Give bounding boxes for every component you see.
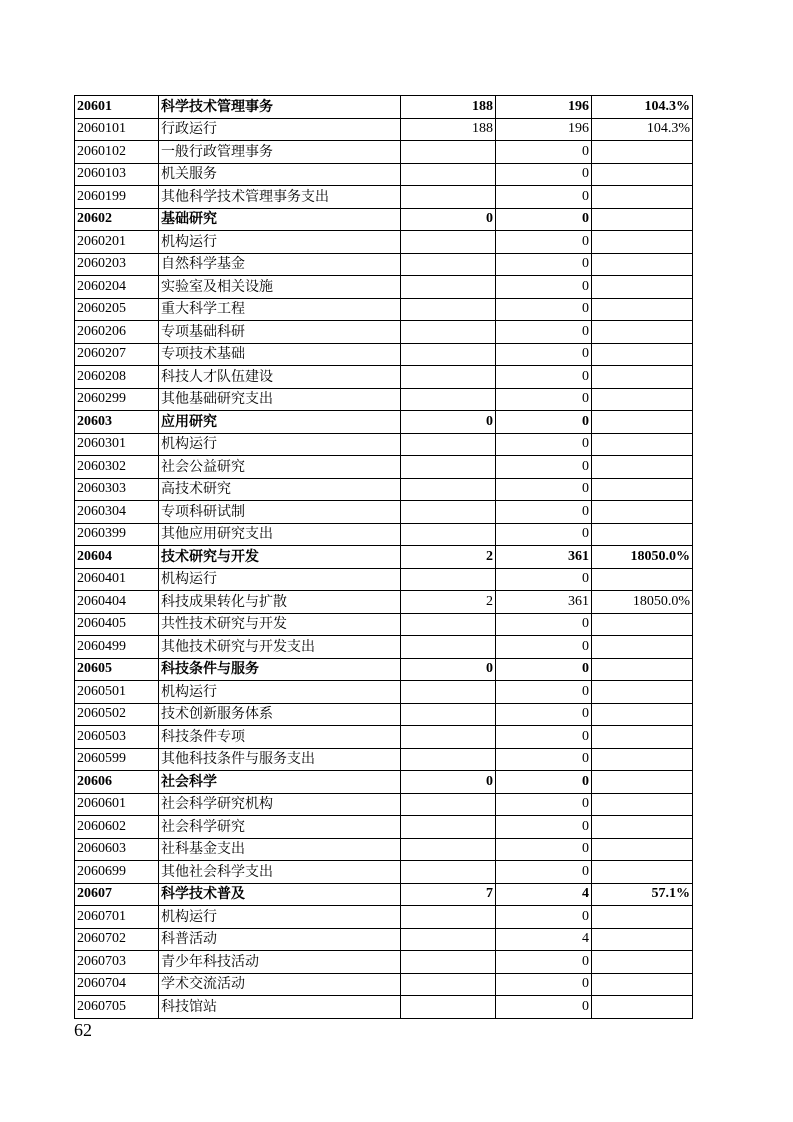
item-code-cell: 2060703 xyxy=(75,951,159,974)
prior-amount-cell: 2 xyxy=(401,591,496,614)
table-row xyxy=(75,793,693,816)
table-row xyxy=(75,568,693,591)
page-number: 62 xyxy=(74,1020,92,1040)
percentage-cell xyxy=(592,501,693,524)
prior-amount-cell xyxy=(401,501,496,524)
item-name-cell: 机构运行 xyxy=(159,681,401,704)
item-name-cell: 机构运行 xyxy=(159,568,401,591)
percentage-cell xyxy=(592,816,693,839)
prior-amount-cell xyxy=(401,928,496,951)
table-row xyxy=(75,343,693,366)
current-amount-cell: 0 xyxy=(496,501,592,524)
item-name-cell: 其他社会科学支出 xyxy=(159,861,401,884)
item-name-cell: 青少年科技活动 xyxy=(159,951,401,974)
percentage-cell xyxy=(592,681,693,704)
prior-amount-cell xyxy=(401,366,496,389)
item-name-cell: 重大科学工程 xyxy=(159,298,401,321)
table-row xyxy=(75,298,693,321)
current-amount-cell: 361 xyxy=(496,591,592,614)
item-code-cell: 20601 xyxy=(75,96,159,119)
prior-amount-cell xyxy=(401,163,496,186)
item-name-cell: 共性技术研究与开发 xyxy=(159,613,401,636)
item-code-cell: 2060503 xyxy=(75,726,159,749)
item-name-cell: 科技成果转化与扩散 xyxy=(159,591,401,614)
item-name-cell: 科学技术普及 xyxy=(159,883,401,906)
category-row xyxy=(75,771,693,794)
item-code-cell: 20605 xyxy=(75,658,159,681)
percentage-cell: 57.1% xyxy=(592,883,693,906)
item-code-cell: 2060603 xyxy=(75,838,159,861)
current-amount-cell: 4 xyxy=(496,928,592,951)
percentage-cell: 104.3% xyxy=(592,118,693,141)
prior-amount-cell xyxy=(401,456,496,479)
item-name-cell: 高技术研究 xyxy=(159,478,401,501)
prior-amount-cell xyxy=(401,838,496,861)
percentage-cell xyxy=(592,231,693,254)
prior-amount-cell xyxy=(401,231,496,254)
current-amount-cell: 0 xyxy=(496,186,592,209)
percentage-cell xyxy=(592,208,693,231)
current-amount-cell: 0 xyxy=(496,771,592,794)
item-name-cell: 科技人才队伍建设 xyxy=(159,366,401,389)
category-row xyxy=(75,658,693,681)
current-amount-cell: 0 xyxy=(496,838,592,861)
table-row xyxy=(75,906,693,929)
prior-amount-cell xyxy=(401,613,496,636)
item-name-cell: 科技条件与服务 xyxy=(159,658,401,681)
prior-amount-cell xyxy=(401,906,496,929)
prior-amount-cell xyxy=(401,478,496,501)
item-name-cell: 社会公益研究 xyxy=(159,456,401,479)
current-amount-cell: 0 xyxy=(496,433,592,456)
percentage-cell xyxy=(592,748,693,771)
percentage-cell xyxy=(592,613,693,636)
percentage-cell xyxy=(592,951,693,974)
item-name-cell: 其他科学技术管理事务支出 xyxy=(159,186,401,209)
current-amount-cell: 0 xyxy=(496,141,592,164)
current-amount-cell: 0 xyxy=(496,748,592,771)
item-code-cell: 2060599 xyxy=(75,748,159,771)
item-code-cell: 2060502 xyxy=(75,703,159,726)
table-row xyxy=(75,253,693,276)
item-name-cell: 学术交流活动 xyxy=(159,973,401,996)
current-amount-cell: 0 xyxy=(496,298,592,321)
category-row xyxy=(75,208,693,231)
percentage-cell xyxy=(592,253,693,276)
item-code-cell: 2060601 xyxy=(75,793,159,816)
prior-amount-cell xyxy=(401,186,496,209)
item-code-cell: 2060405 xyxy=(75,613,159,636)
item-code-cell: 2060302 xyxy=(75,456,159,479)
current-amount-cell: 0 xyxy=(496,951,592,974)
current-amount-cell: 196 xyxy=(496,96,592,119)
percentage-cell xyxy=(592,456,693,479)
percentage-cell xyxy=(592,906,693,929)
current-amount-cell: 0 xyxy=(496,658,592,681)
item-name-cell: 应用研究 xyxy=(159,411,401,434)
percentage-cell: 18050.0% xyxy=(592,591,693,614)
current-amount-cell: 0 xyxy=(496,366,592,389)
prior-amount-cell: 0 xyxy=(401,658,496,681)
percentage-cell xyxy=(592,276,693,299)
item-name-cell: 科普活动 xyxy=(159,928,401,951)
prior-amount-cell xyxy=(401,568,496,591)
item-code-cell: 20607 xyxy=(75,883,159,906)
percentage-cell: 104.3% xyxy=(592,96,693,119)
item-code-cell: 20603 xyxy=(75,411,159,434)
item-code-cell: 2060701 xyxy=(75,906,159,929)
current-amount-cell: 0 xyxy=(496,456,592,479)
item-code-cell: 2060201 xyxy=(75,231,159,254)
item-name-cell: 专项基础科研 xyxy=(159,321,401,344)
table-row xyxy=(75,433,693,456)
table-row xyxy=(75,996,693,1019)
percentage-cell: 18050.0% xyxy=(592,546,693,569)
item-name-cell: 其他科技条件与服务支出 xyxy=(159,748,401,771)
current-amount-cell: 0 xyxy=(496,861,592,884)
item-name-cell: 机关服务 xyxy=(159,163,401,186)
table-row xyxy=(75,366,693,389)
item-name-cell: 其他基础研究支出 xyxy=(159,388,401,411)
prior-amount-cell xyxy=(401,253,496,276)
percentage-cell xyxy=(592,366,693,389)
current-amount-cell: 4 xyxy=(496,883,592,906)
current-amount-cell: 0 xyxy=(496,388,592,411)
current-amount-cell: 0 xyxy=(496,973,592,996)
percentage-cell xyxy=(592,343,693,366)
prior-amount-cell: 0 xyxy=(401,411,496,434)
prior-amount-cell xyxy=(401,433,496,456)
prior-amount-cell xyxy=(401,973,496,996)
table-row xyxy=(75,951,693,974)
category-row xyxy=(75,883,693,906)
item-name-cell: 社会科学 xyxy=(159,771,401,794)
table-row xyxy=(75,973,693,996)
percentage-cell xyxy=(592,636,693,659)
item-code-cell: 20602 xyxy=(75,208,159,231)
current-amount-cell: 0 xyxy=(496,343,592,366)
prior-amount-cell: 0 xyxy=(401,771,496,794)
prior-amount-cell xyxy=(401,703,496,726)
item-name-cell: 机构运行 xyxy=(159,433,401,456)
item-code-cell: 2060205 xyxy=(75,298,159,321)
current-amount-cell: 0 xyxy=(496,163,592,186)
current-amount-cell: 361 xyxy=(496,546,592,569)
percentage-cell xyxy=(592,523,693,546)
item-name-cell: 科技条件专项 xyxy=(159,726,401,749)
item-code-cell: 2060499 xyxy=(75,636,159,659)
item-code-cell: 2060206 xyxy=(75,321,159,344)
table-row xyxy=(75,523,693,546)
item-name-cell: 行政运行 xyxy=(159,118,401,141)
prior-amount-cell xyxy=(401,748,496,771)
table-row xyxy=(75,276,693,299)
item-code-cell: 2060101 xyxy=(75,118,159,141)
table-row xyxy=(75,456,693,479)
prior-amount-cell: 188 xyxy=(401,96,496,119)
prior-amount-cell xyxy=(401,636,496,659)
percentage-cell xyxy=(592,703,693,726)
current-amount-cell: 0 xyxy=(496,681,592,704)
table-row xyxy=(75,703,693,726)
item-code-cell: 20604 xyxy=(75,546,159,569)
current-amount-cell: 0 xyxy=(496,726,592,749)
current-amount-cell: 0 xyxy=(496,816,592,839)
item-code-cell: 2060702 xyxy=(75,928,159,951)
table-row xyxy=(75,591,693,614)
item-name-cell: 专项技术基础 xyxy=(159,343,401,366)
table-row xyxy=(75,681,693,704)
item-name-cell: 社科基金支出 xyxy=(159,838,401,861)
prior-amount-cell: 188 xyxy=(401,118,496,141)
table-row xyxy=(75,838,693,861)
budget-table xyxy=(74,95,693,1019)
item-name-cell: 实验室及相关设施 xyxy=(159,276,401,299)
current-amount-cell: 0 xyxy=(496,276,592,299)
table-row xyxy=(75,816,693,839)
item-code-cell: 2060203 xyxy=(75,253,159,276)
item-code-cell: 2060404 xyxy=(75,591,159,614)
percentage-cell xyxy=(592,771,693,794)
prior-amount-cell xyxy=(401,388,496,411)
percentage-cell xyxy=(592,433,693,456)
current-amount-cell: 0 xyxy=(496,253,592,276)
percentage-cell xyxy=(592,388,693,411)
item-name-cell: 科学技术管理事务 xyxy=(159,96,401,119)
table-row xyxy=(75,163,693,186)
prior-amount-cell xyxy=(401,298,496,321)
item-code-cell: 2060301 xyxy=(75,433,159,456)
current-amount-cell: 0 xyxy=(496,568,592,591)
item-code-cell: 2060299 xyxy=(75,388,159,411)
prior-amount-cell xyxy=(401,343,496,366)
prior-amount-cell xyxy=(401,816,496,839)
item-code-cell: 2060399 xyxy=(75,523,159,546)
prior-amount-cell: 7 xyxy=(401,883,496,906)
table-row xyxy=(75,388,693,411)
category-row xyxy=(75,96,693,119)
current-amount-cell: 0 xyxy=(496,703,592,726)
percentage-cell xyxy=(592,321,693,344)
percentage-cell xyxy=(592,726,693,749)
percentage-cell xyxy=(592,141,693,164)
percentage-cell xyxy=(592,996,693,1019)
item-code-cell: 2060102 xyxy=(75,141,159,164)
item-code-cell: 2060303 xyxy=(75,478,159,501)
prior-amount-cell xyxy=(401,726,496,749)
category-row xyxy=(75,546,693,569)
current-amount-cell: 0 xyxy=(496,906,592,929)
percentage-cell xyxy=(592,928,693,951)
item-name-cell: 技术研究与开发 xyxy=(159,546,401,569)
prior-amount-cell: 0 xyxy=(401,208,496,231)
item-code-cell: 2060501 xyxy=(75,681,159,704)
item-code-cell: 2060204 xyxy=(75,276,159,299)
prior-amount-cell xyxy=(401,681,496,704)
current-amount-cell: 0 xyxy=(496,231,592,254)
percentage-cell xyxy=(592,411,693,434)
item-name-cell: 专项科研试制 xyxy=(159,501,401,524)
percentage-cell xyxy=(592,186,693,209)
table-row xyxy=(75,186,693,209)
percentage-cell xyxy=(592,838,693,861)
current-amount-cell: 0 xyxy=(496,523,592,546)
item-name-cell: 技术创新服务体系 xyxy=(159,703,401,726)
budget-table-body xyxy=(75,96,693,1019)
category-row xyxy=(75,411,693,434)
percentage-cell xyxy=(592,568,693,591)
table-row xyxy=(75,928,693,951)
item-name-cell: 一般行政管理事务 xyxy=(159,141,401,164)
table-row xyxy=(75,478,693,501)
table-row xyxy=(75,748,693,771)
current-amount-cell: 0 xyxy=(496,321,592,344)
item-code-cell: 20606 xyxy=(75,771,159,794)
prior-amount-cell xyxy=(401,951,496,974)
table-row xyxy=(75,501,693,524)
item-name-cell: 自然科学基金 xyxy=(159,253,401,276)
table-row xyxy=(75,636,693,659)
percentage-cell xyxy=(592,478,693,501)
item-code-cell: 2060199 xyxy=(75,186,159,209)
percentage-cell xyxy=(592,163,693,186)
table-row xyxy=(75,231,693,254)
item-name-cell: 机构运行 xyxy=(159,231,401,254)
percentage-cell xyxy=(592,861,693,884)
item-code-cell: 2060602 xyxy=(75,816,159,839)
table-row xyxy=(75,613,693,636)
item-code-cell: 2060208 xyxy=(75,366,159,389)
prior-amount-cell xyxy=(401,321,496,344)
current-amount-cell: 0 xyxy=(496,636,592,659)
item-code-cell: 2060704 xyxy=(75,973,159,996)
item-name-cell: 其他技术研究与开发支出 xyxy=(159,636,401,659)
current-amount-cell: 0 xyxy=(496,613,592,636)
prior-amount-cell xyxy=(401,793,496,816)
item-name-cell: 社会科学研究 xyxy=(159,816,401,839)
table-row xyxy=(75,726,693,749)
prior-amount-cell xyxy=(401,861,496,884)
prior-amount-cell: 2 xyxy=(401,546,496,569)
percentage-cell xyxy=(592,973,693,996)
current-amount-cell: 0 xyxy=(496,478,592,501)
prior-amount-cell xyxy=(401,276,496,299)
item-name-cell: 科技馆站 xyxy=(159,996,401,1019)
item-code-cell: 2060401 xyxy=(75,568,159,591)
percentage-cell xyxy=(592,658,693,681)
percentage-cell xyxy=(592,793,693,816)
item-code-cell: 2060207 xyxy=(75,343,159,366)
item-name-cell: 机构运行 xyxy=(159,906,401,929)
item-name-cell: 社会科学研究机构 xyxy=(159,793,401,816)
table-row xyxy=(75,861,693,884)
percentage-cell xyxy=(592,298,693,321)
current-amount-cell: 0 xyxy=(496,793,592,816)
table-row xyxy=(75,321,693,344)
current-amount-cell: 0 xyxy=(496,411,592,434)
item-code-cell: 2060304 xyxy=(75,501,159,524)
item-name-cell: 基础研究 xyxy=(159,208,401,231)
table-row xyxy=(75,118,693,141)
current-amount-cell: 196 xyxy=(496,118,592,141)
item-code-cell: 2060705 xyxy=(75,996,159,1019)
current-amount-cell: 0 xyxy=(496,208,592,231)
item-code-cell: 2060103 xyxy=(75,163,159,186)
current-amount-cell: 0 xyxy=(496,996,592,1019)
prior-amount-cell xyxy=(401,141,496,164)
prior-amount-cell xyxy=(401,996,496,1019)
item-code-cell: 2060699 xyxy=(75,861,159,884)
table-row xyxy=(75,141,693,164)
prior-amount-cell xyxy=(401,523,496,546)
item-name-cell: 其他应用研究支出 xyxy=(159,523,401,546)
